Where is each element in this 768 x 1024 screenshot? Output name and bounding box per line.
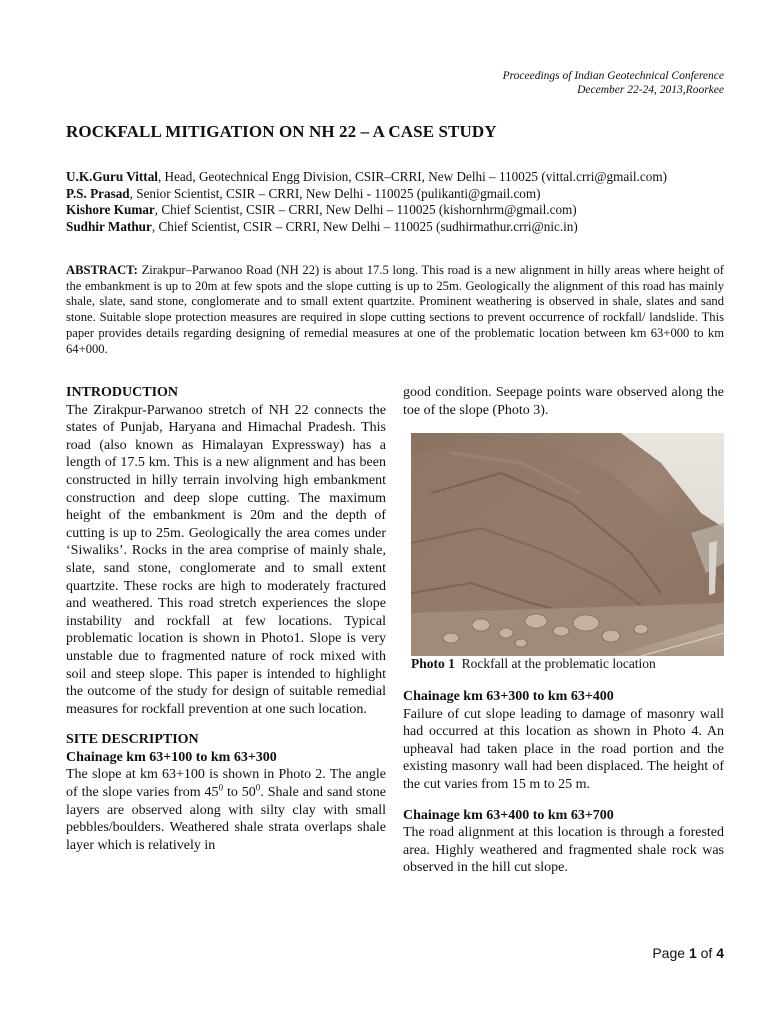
author-name: Sudhir Mathur <box>66 218 152 234</box>
photo-caption-text: Rockfall at the problematic location <box>461 656 656 671</box>
author-line <box>66 186 736 203</box>
rockfall-photo <box>411 433 724 656</box>
right-column-bottom <box>403 688 724 877</box>
introduction-text: The Zirakpur-Parwanoo stretch of NH 22 connects the states of Punjab, Haryana and Himachal Pradesh. This road (also known as Himalayan Expressway) has a length of 17.5 km. This is a new alignment and has been constructed in hilly terrain involving high embankment construction and deep slope cutting. The maximum height of the embankment is 20m and the depth of cutting is up to 25m. Geologically the area comes under ‘Siwaliks’. Rocks in the area comprise of mainly shale, slate, sand stone, conglomerate and to small extent quartzite. These rocks are high to moderately fractured and weathered. This road stretch experiences the slope instability and rockfall at few locations. Typical problematic location is shown in Photo1. Slope is very unstable due to fragmented nature of rock mixed with soil and steep slope. This paper is intended to highlight the outcome of the study for design of suitable remedial measures for rockfall prevention at one such location. <box>66 402 386 717</box>
photo-label: Photo 1 <box>411 656 455 671</box>
author-line <box>66 169 736 186</box>
chainage-heading-2: Chainage km 63+300 to km 63+400 <box>403 689 614 704</box>
page-number: Page 1 of 4 <box>652 945 724 961</box>
site-paragraph-continued: good condition. Seepage points ware observed along the toe of the slope (Photo 3). <box>403 385 724 418</box>
author-affiliation: , Chief Scientist, CSIR – CRRI, New Delhi – 110025 (sudhirmathur.crri@nic.in) <box>151 218 578 234</box>
right-column-top <box>403 384 724 419</box>
chainage-heading-3: Chainage km 63+400 to km 63+700 <box>403 807 614 823</box>
abstract-label: ABSTRACT: <box>66 263 138 277</box>
conference-name: Proceedings of Indian Geotechnical Conference <box>502 70 724 82</box>
conference-dates: December 22-24, 2013,Roorkee <box>577 84 724 96</box>
chainage-2-text: Failure of cut slope leading to damage of masonry wall had occurred at this location as shown in Photo 4. An upheaval had taken place in the road portion and the existing masonry wall had been displaced. The height of the cut varies from 15 m to 25 m. <box>403 706 724 792</box>
abstract <box>66 263 724 357</box>
author-name: U.K.Guru Vittal <box>66 169 158 184</box>
conference-header <box>503 69 724 97</box>
site-paragraph: The slope at km 63+100 is shown in Photo 2. The angle of the slope varies from $45^0$ to $50^0$. Shale and sand stone layers are observed along with silty clay with small pebbles/boulders. Weathered shale strata overlaps shale layer which is relatively in <box>66 767 387 853</box>
author-line <box>66 219 736 236</box>
photo-caption <box>411 656 656 672</box>
author-name: Kishore Kumar <box>66 202 155 217</box>
author-line <box>66 202 736 219</box>
site-description-heading: SITE DESCRIPTION <box>66 732 199 748</box>
chainage-3-text: The road alignment at this location is through a forested area. Highly weathered and fragmented shale rock was observed in the hill cut slope. <box>403 825 724 876</box>
left-column <box>66 384 386 854</box>
author-affiliation: , Senior Scientist, CSIR – CRRI, New Delhi - 110025 (pulikanti@gmail.com) <box>129 185 541 201</box>
author-affiliation: , Chief Scientist, CSIR – CRRI, New Delhi – 110025 (kishornhrm@gmail.com) <box>154 202 577 217</box>
author-affiliation: , Head, Geotechnical Engg Division, CSIR–CRRI, New Delhi – 110025 (vittal.crri@gmail.com) <box>157 169 667 184</box>
author-name: P.S. Prasad <box>66 185 130 201</box>
paper-title: ROCKFALL MITIGATION ON NH 22 – A CASE STUDY <box>66 122 497 141</box>
author-list <box>66 169 736 235</box>
introduction-heading: INTRODUCTION <box>66 385 179 400</box>
abstract-text: Zirakpur–Parwanoo Road (NH 22) is about 17.5 long. This road is a new alignment in hilly areas where height of the embankment is up to 20m at few spots and the slope cutting is up to 25m. Geologically the alignment of this road has mainly shale, slate, sand stone, conglomerate and to small extent quartzite. Prominent weathering is observed in shale, slates and sand stone. Suitable slope protection measures are required in slope cutting sections to prevent occurrence of rockfall/ landslide. This paper provides details regarding designing of remedial measures at one of the problematic location between km 63+000 to km 64+000. <box>66 263 724 356</box>
chainage-heading-1: Chainage km 63+100 to km 63+300 <box>66 749 277 765</box>
